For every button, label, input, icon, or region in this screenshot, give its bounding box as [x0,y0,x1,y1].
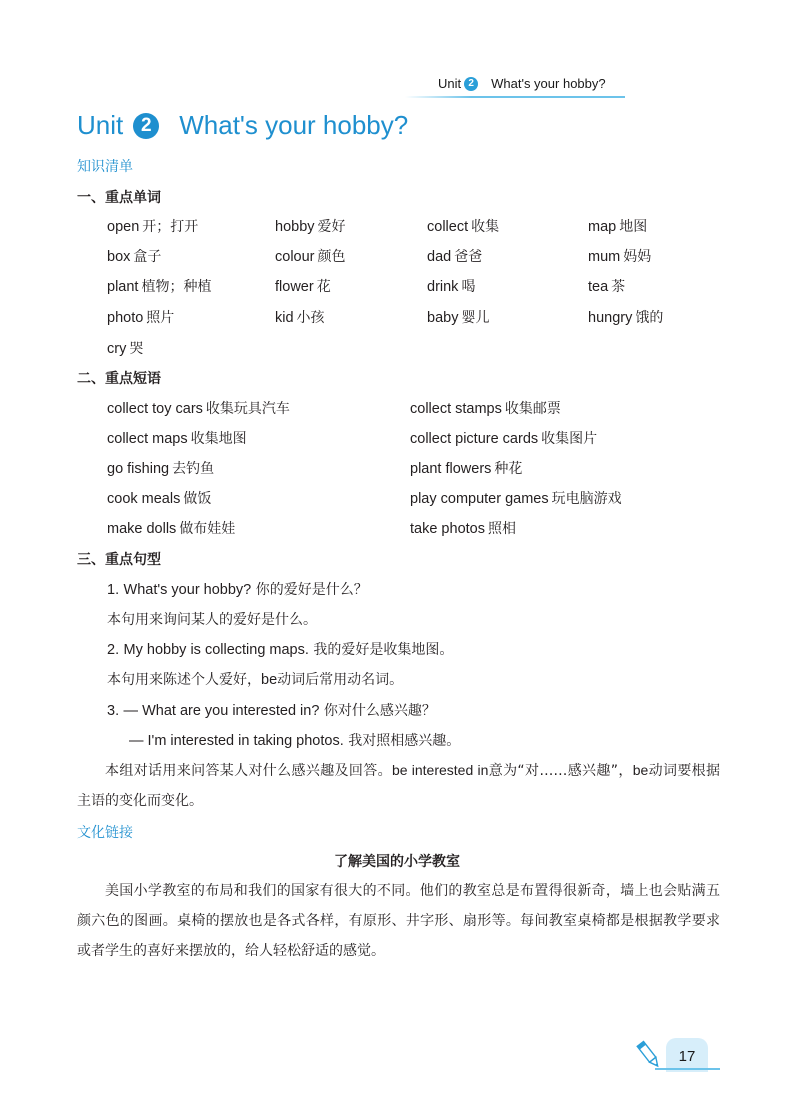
phrase-item [410,458,522,478]
sentence-2-note-a: 本句用来陈述个人爱好， [107,672,261,688]
sentence-2-number: 2. [107,642,120,658]
word-en: hobby [275,219,315,235]
phrase-en: make dolls [107,521,177,537]
phrase-en: cook meals [107,491,181,507]
word-item [427,216,499,236]
words-heading: 一、重点单词 [77,190,161,206]
sentence-3-number: 3. [107,703,120,719]
word-item [275,216,346,236]
phrase-en: collect toy cars [107,401,203,417]
sentence-3-note [77,755,720,816]
phrase-item [107,458,214,478]
page-title-text: What's your hobby? [179,110,409,140]
word-item [427,246,482,266]
phrase-en: plant flowers [410,461,492,477]
word-zh: 地图 [619,219,648,235]
phrase-item [107,518,235,538]
word-zh: 照片 [146,310,175,326]
phrase-en: play computer games [410,491,549,507]
running-header-unit-label: Unit [438,76,462,91]
word-item [107,307,174,327]
phrase-en: collect maps [107,431,188,447]
unit-number-badge: 2 [133,113,159,139]
phrase-zh: 收集邮票 [504,401,561,417]
knowledge-list-heading: 知识清单 [77,159,133,175]
sentence-1 [107,579,368,599]
word-item [588,246,651,266]
sentence-1-zh: 你的爱好是什么？ [255,582,368,598]
sentence-2-note-en: be [261,672,278,688]
sentence-3-note-c: 动词要根据主语的变化而变化。 [77,763,721,809]
word-zh: 盒子 [133,249,162,265]
phrase-item [410,518,516,538]
sentence-3-note-b: 意为“对……感兴趣”， [488,763,633,779]
phrase-zh: 种花 [494,461,523,477]
word-en: cry [107,341,127,357]
running-header-unit-badge: 2 [464,77,478,91]
phrase-en: go fishing [107,461,170,477]
phrase-item [107,398,290,418]
word-item [588,276,625,296]
word-zh: 婴儿 [461,310,490,326]
sentence-2-note-b: 动词后常用动名词。 [277,672,404,688]
sentence-3-note-a: 本组对话用来问答某人对什么感兴趣及回答。 [105,763,392,779]
sentence-3-note-en2: be [632,762,649,778]
phrase-zh: 收集玩具汽车 [205,401,290,417]
phrase-zh: 做布娃娃 [179,521,236,537]
phrase-item [107,488,211,508]
sentence-3-a-en: — I'm interested in taking photos. [129,733,344,749]
word-item [275,276,331,296]
word-en: dad [427,249,452,265]
word-en: tea [588,279,609,295]
sentence-3-question [107,700,436,720]
word-item [427,307,489,327]
word-item [275,246,346,266]
word-zh: 爸爸 [454,249,483,265]
word-item [107,246,161,266]
phrase-en: collect stamps [410,401,502,417]
word-en: drink [427,279,459,295]
word-item [588,216,647,236]
word-en: map [588,219,617,235]
word-en: flower [275,279,314,295]
page-number: 17 [678,1048,696,1065]
phrase-zh: 收集地图 [190,431,247,447]
page-title-unit-label: Unit [77,110,124,140]
phrase-zh: 去钓鱼 [172,461,215,477]
culture-title: 了解美国的小学教室 [334,854,460,870]
pencil-icon [636,1038,662,1072]
word-zh: 妈妈 [623,249,652,265]
word-zh: 花 [316,279,331,295]
word-zh: 爱好 [317,219,346,235]
word-zh: 小孩 [296,310,325,326]
word-item [427,276,475,296]
phrase-item [410,488,622,508]
phrases-heading: 二、重点短语 [77,371,161,387]
word-zh: 哭 [129,341,144,357]
running-header [438,76,606,91]
sentence-3-q-en: — What are you interested in? [123,703,320,719]
phrase-zh: 做饭 [183,491,212,507]
page-title [77,110,408,141]
sentence-3-a-zh: 我对照相感兴趣。 [348,733,461,749]
phrase-zh: 照相 [487,521,516,537]
sentences-heading: 三、重点句型 [77,552,161,568]
word-zh: 喝 [461,279,476,295]
word-zh: 收集 [471,219,500,235]
sentence-1-en: What's your hobby? [123,582,252,598]
footer-rule [655,1068,720,1070]
word-en: box [107,249,131,265]
word-en: photo [107,310,144,326]
culture-paragraph: 美国小学教室的布局和我们的国家有很大的不同。他们的教室总是布置得很新奇，墙上也会贴满五颜六色的图画。桌椅的摆放也是各式各样，有原形、井字形、扇形等。每间教室桌椅都是根据教学要求或者学生的喜好来摆放的，给人轻松舒适的感觉。 [77,883,720,959]
phrase-item [410,398,561,418]
culture-heading: 文化链接 [77,825,133,841]
word-zh: 饿的 [635,310,664,326]
sentence-2-zh: 我的爱好是收集地图。 [313,642,454,658]
phrase-en: collect picture cards [410,431,539,447]
sentence-3-answer [129,730,460,750]
phrase-zh: 收集图片 [541,431,598,447]
sentence-1-note: 本句用来询问某人的爱好是什么。 [107,612,317,628]
word-en: hungry [588,310,633,326]
phrase-en: take photos [410,521,485,537]
word-item [107,338,143,358]
word-item [107,216,198,236]
word-item [588,307,663,327]
word-zh: 颜色 [317,249,346,265]
sentence-2-en: My hobby is collecting maps. [123,642,309,658]
sentence-3-q-zh: 你对什么感兴趣？ [323,703,436,719]
phrase-item [410,428,597,448]
phrase-item [107,428,247,448]
sentence-3-note-en1: be interested in [391,762,489,778]
word-zh: 植物；种植 [141,279,212,295]
sentence-2-note [107,669,403,689]
word-en: mum [588,249,621,265]
word-zh: 开；打开 [142,219,199,235]
running-header-title: What's your hobby? [491,76,606,91]
word-item [275,307,325,327]
word-zh: 茶 [611,279,626,295]
phrase-zh: 玩电脑游戏 [551,491,622,507]
sentence-1-number: 1. [107,582,120,598]
word-item [107,276,211,296]
word-en: open [107,219,140,235]
word-en: collect [427,219,469,235]
header-rule [405,96,625,98]
word-en: kid [275,310,294,326]
sentence-2 [107,639,453,659]
word-en: plant [107,279,139,295]
word-en: baby [427,310,459,326]
word-en: colour [275,249,315,265]
